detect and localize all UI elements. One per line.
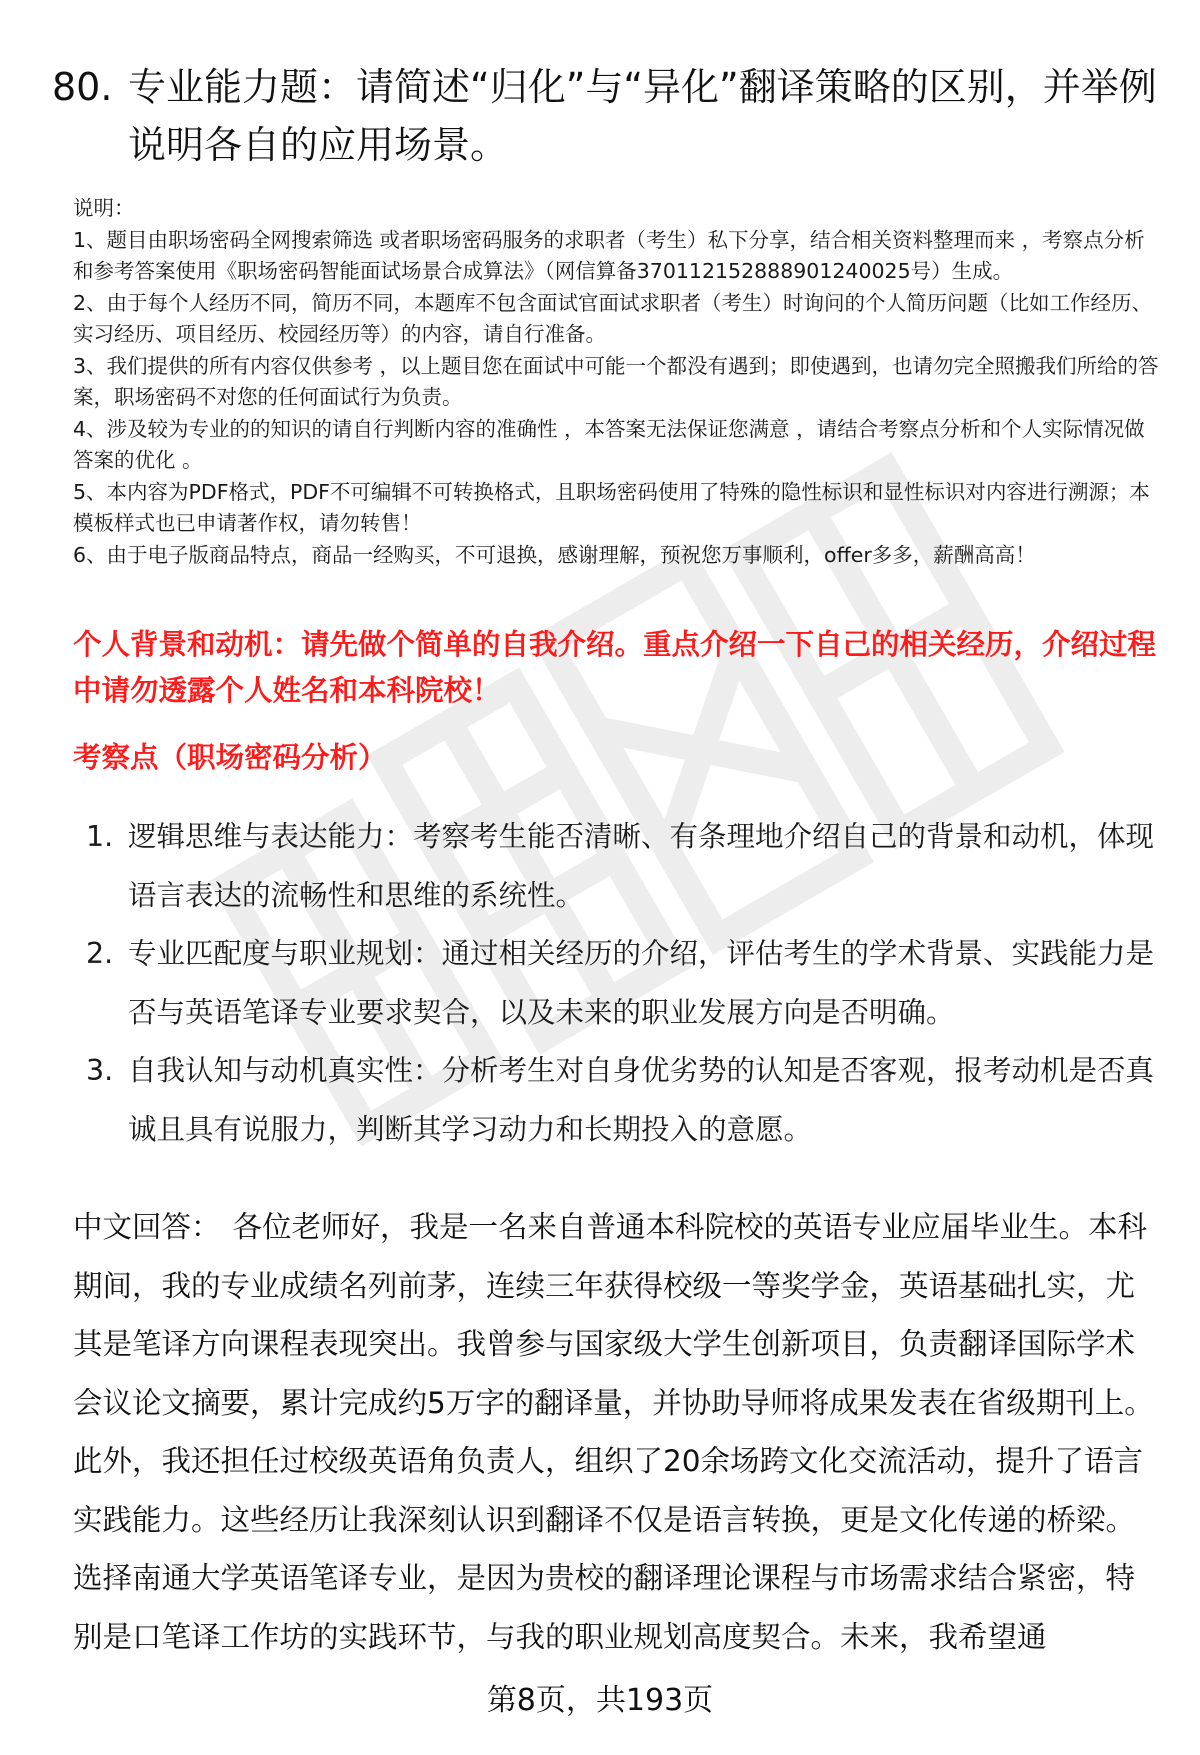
question-text: 专业能力题：请简述“归化”与“异化”翻译策略的区别，并举例说明各自的应用场景。	[128, 65, 1157, 167]
exam-point-number: 3.	[86, 1054, 114, 1087]
background-heading: 个人背景和动机：请先做个简单的自我介绍。重点介绍一下自己的相关经历，介绍过程中请勿透露个人姓名和本科院校！	[73, 628, 1157, 707]
exam-point-item	[86, 1042, 1166, 1159]
exam-point-number: 2.	[86, 937, 114, 970]
note-item-6: 6、由于电子版商品特点，商品一经购买，不可退换，感谢理解，预祝您万事顺利，offer多多，薪酬高高！	[73, 542, 1036, 567]
exam-points-list	[86, 808, 1166, 1159]
exam-point-text: 自我认知与动机真实性：分析考生对自身优劣势的认知是否客观，报考动机是否真诚且具有说服力，判断其学习动力和长期投入的意愿。	[128, 1054, 1155, 1146]
question-title	[52, 58, 1162, 174]
notes-title: 说明：	[73, 196, 135, 220]
note-item-4: 4、涉及较为专业的的知识的请自行判断内容的准确性 ，本答案无法保证您满意 ，请结合考察点分析和个人实际情况做答案的优化 。	[73, 416, 1145, 472]
note-item-3: 3、我们提供的所有内容仅供参考 ，以上题目您在面试中可能一个都没有遇到；即使遇到，也请勿完全照搬我们所给的答案，职场密码不对您的任何面试行为负责。	[73, 353, 1159, 409]
exam-point-text: 逻辑思维与表达能力：考察考生能否清晰、有条理地介绍自己的背景和动机，体现语言表达的流畅性和思维的系统性。	[128, 820, 1155, 912]
exam-point-number: 1.	[86, 820, 114, 853]
answer-paragraph	[73, 1198, 1163, 1666]
exam-point-text: 专业匹配度与职业规划：通过相关经历的介绍，评估考生的学术背景、实践能力是否与英语笔译专业要求契合，以及未来的职业发展方向是否明确。	[128, 937, 1155, 1029]
note-item-5: 5、本内容为PDF格式，PDF不可编辑不可转换格式，且职场密码使用了特殊的隐性标识和显性标识对内容进行溯源；本模板样式也已申请著作权，请勿转售！	[73, 479, 1150, 535]
answer-text: 各位老师好，我是一名来自普通本科院校的英语专业应届毕业生。本科期间，我的专业成绩名列前茅，连续三年获得校级一等奖学金，英语基础扎实，尤其是笔译方向课程表现突出。我曾参与国家级大学生创新项目，负责翻译国际学术会议论文摘要，累计完成约5万字的翻译量，并协助导师将成果发表在省级期刊上。此外，我还担任过校级英语角负责人，组织了20余场跨文化交流活动，提升了语言实践能力。这些经历让我深刻认识到翻译不仅是语言转换，更是文化传递的桥梁。选择南通大学英语笔译专业，是因为贵校的翻译理论课程与市场需求结合紧密，特别是口笔译工作坊的实践环节，与我的职业规划高度契合。未来，我希望通	[73, 1210, 1154, 1654]
page-footer: 第8页，共193页	[486, 1683, 714, 1718]
notes-section	[73, 193, 1163, 571]
exam-point-item	[86, 808, 1166, 925]
exam-point-item	[86, 925, 1166, 1042]
question-number: 80.	[52, 65, 113, 109]
note-item-1: 1、题目由职场密码全网搜索筛选 或者职场密码服务的求职者（考生）私下分享，结合相关资料整理而来 ，考察点分析和参考答案使用《职场密码智能面试场景合成算法》（网信算备370112152888901240025号）生成。	[73, 227, 1145, 283]
note-item-2: 2、由于每个人经历不同，简历不同，本题库不包含面试官面试求职者（考生）时询问的个人简历问题（比如工作经历、实习经历、项目经历、校园经历等）的内容，请自行准备。	[73, 290, 1153, 346]
answer-label: 中文回答：	[73, 1210, 221, 1244]
exam-points-heading: 考察点（职场密码分析）	[73, 741, 387, 774]
